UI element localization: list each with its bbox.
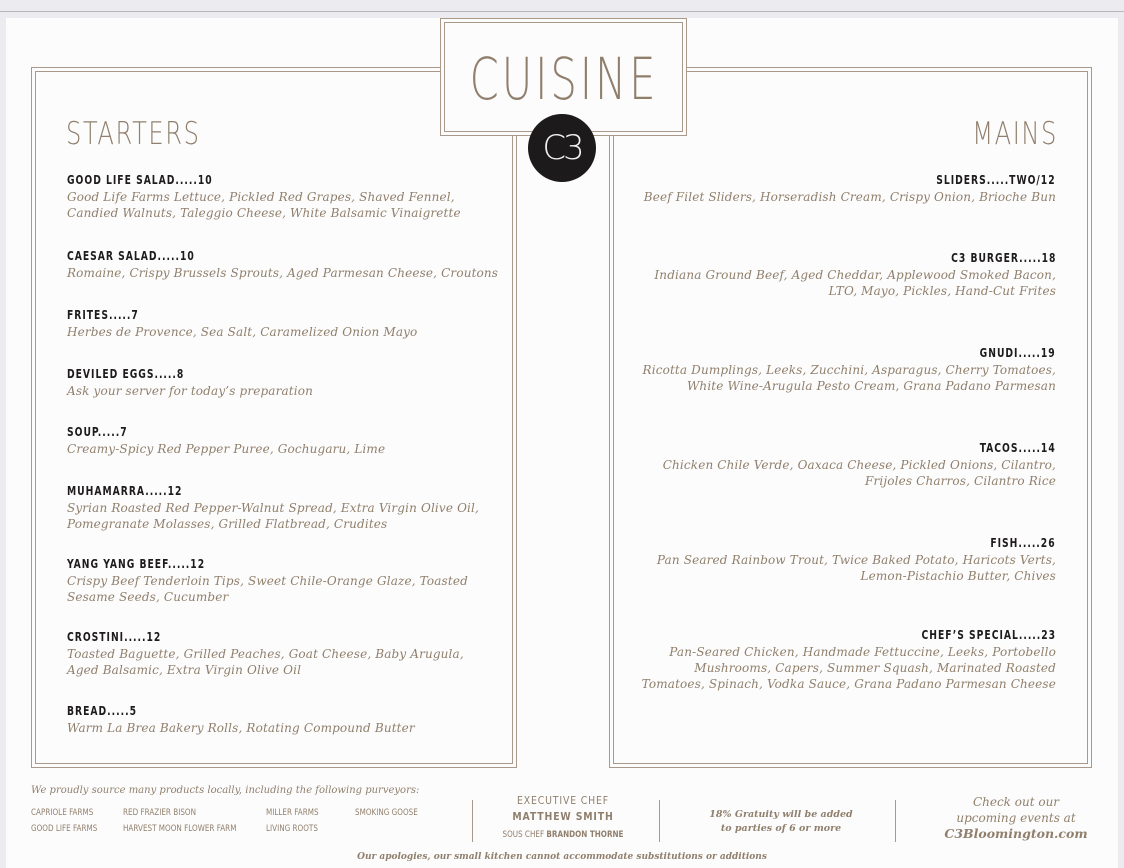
item-description: Beef Filet Sliders, Horseradish Cream, Crispy Onion, Brioche Bun bbox=[643, 190, 1056, 204]
menu-item bbox=[67, 421, 385, 457]
item-description: Syrian Roasted Red Pepper-Walnut Spread, Extra Virgin Olive Oil, Pomegranate Molasses, Grilled Flatbread, Crudites bbox=[67, 501, 479, 531]
item-description: Crispy Beef Tenderloin Tips, Sweet Chile-Orange Glaze, Toasted Sesame Seeds, Cucumber bbox=[67, 574, 468, 604]
menu-item bbox=[657, 532, 1056, 584]
item-description: Ask your server for today’s preparation bbox=[67, 384, 313, 398]
website-link[interactable]: C3Bloomington.com bbox=[944, 826, 1088, 841]
purveyor-name: RED FRAZIER BISON bbox=[123, 808, 197, 818]
menu-item bbox=[67, 304, 417, 340]
item-description: Warm La Brea Bakery Rolls, Rotating Compound Butter bbox=[67, 721, 415, 735]
starters-heading: STARTERS bbox=[66, 116, 201, 152]
divider bbox=[895, 800, 896, 842]
divider bbox=[659, 800, 660, 842]
item-name: CAESAR SALAD.....10 bbox=[67, 248, 195, 263]
menu-title: CUISINE bbox=[469, 45, 658, 113]
purveyor-name: GOOD LIFE FARMS bbox=[31, 824, 98, 834]
item-name: C3 BURGER.....18 bbox=[950, 250, 1056, 265]
menu-item bbox=[67, 480, 479, 532]
mains-heading: MAINS bbox=[972, 116, 1058, 152]
events-line-1: Check out our bbox=[972, 795, 1060, 809]
menu-item bbox=[67, 626, 464, 678]
item-description: Pan-Seared Chicken, Handmade Fettuccine, Leeks, Portobello Mushrooms, Capers, Summer Squash, Marinated Roasted Tomatoes, Spinach, Vodka Sauce, Grana Padano Parmesan Cheese bbox=[641, 645, 1056, 691]
purveyor-name: MILLER FARMS bbox=[266, 808, 319, 818]
window-top-edge bbox=[0, 0, 1124, 12]
item-description: Good Life Farms Lettuce, Pickled Red Grapes, Shaved Fennel, Candied Walnuts, Taleggio Cheese, White Balsamic Vinaigrette bbox=[67, 190, 461, 220]
executive-chef-label: EXECUTIVE CHEF bbox=[516, 794, 610, 807]
menu-item bbox=[67, 245, 498, 281]
substitutions-note: Our apologies, our small kitchen cannot accommodate substitutions or additions bbox=[357, 852, 767, 862]
gratuity-note bbox=[671, 808, 891, 836]
menu-page bbox=[6, 18, 1118, 868]
item-description: Pan Seared Rainbow Trout, Twice Baked Potato, Haricots Verts, Lemon-Pistachio Butter, Chives bbox=[656, 553, 1056, 583]
menu-item bbox=[67, 553, 468, 605]
item-name: SLIDERS.....TWO/12 bbox=[936, 172, 1056, 187]
purveyors-intro: We proudly source many products locally, including the following purveyors: bbox=[31, 785, 420, 796]
executive-chef-name: MATTHEW SMITH bbox=[512, 810, 614, 823]
item-name: CHEF’S SPECIAL.....23 bbox=[921, 627, 1056, 642]
purveyor-name: HARVEST MOON FLOWER FARM bbox=[123, 824, 237, 834]
item-name: DEVILED EGGS.....8 bbox=[67, 366, 185, 381]
divider bbox=[472, 800, 473, 842]
events-note bbox=[906, 794, 1124, 842]
item-name: YANG YANG BEEF.....12 bbox=[67, 556, 206, 571]
sous-chef bbox=[487, 830, 640, 840]
menu-item bbox=[67, 169, 461, 221]
item-name: MUHAMARRA.....12 bbox=[67, 483, 183, 498]
sous-chef-label: SOUS CHEF bbox=[502, 830, 545, 840]
item-name: CROSTINI.....12 bbox=[67, 629, 162, 644]
item-name: FISH.....26 bbox=[990, 535, 1056, 550]
item-description: Toasted Baguette, Grilled Peaches, Goat Cheese, Baby Arugula, Aged Balsamic, Extra Virgin Olive Oil bbox=[67, 647, 464, 677]
gratuity-line-2: to parties of 6 or more bbox=[720, 823, 842, 834]
purveyor-name: CAPRIOLE FARMS bbox=[31, 808, 94, 818]
item-name: SOUP.....7 bbox=[67, 424, 128, 439]
item-description: Creamy-Spicy Red Pepper Puree, Gochugaru, Lime bbox=[67, 442, 386, 456]
menu-item bbox=[643, 342, 1056, 394]
menu-item bbox=[654, 247, 1056, 299]
purveyor-name: LIVING ROOTS bbox=[266, 824, 318, 834]
menu-item bbox=[642, 624, 1056, 692]
item-description: Herbes de Provence, Sea Salt, Caramelized Onion Mayo bbox=[67, 325, 418, 339]
item-description: Indiana Ground Beef, Aged Cheddar, Applewood Smoked Bacon, LTO, Mayo, Pickles, Hand-Cut Frites bbox=[654, 268, 1056, 298]
sous-chef-name: BRANDON THORNE bbox=[546, 830, 624, 840]
menu-item bbox=[644, 169, 1056, 205]
gratuity-line-1: 18% Gratuity will be added bbox=[709, 809, 853, 820]
item-name: BREAD.....5 bbox=[67, 703, 137, 718]
menu-item bbox=[67, 700, 415, 736]
c3-logo: C3 bbox=[528, 114, 596, 182]
menu-item bbox=[663, 437, 1056, 489]
events-line-2: upcoming events at bbox=[956, 811, 1076, 825]
item-description: Chicken Chile Verde, Oaxaca Cheese, Pickled Onions, Cilantro, Frijoles Charros, Cilantro Rice bbox=[662, 458, 1056, 488]
item-name: FRITES.....7 bbox=[67, 307, 139, 322]
purveyor-name: SMOKING GOOSE bbox=[355, 808, 418, 818]
menu-item bbox=[67, 363, 313, 399]
item-name: GNUDI.....19 bbox=[979, 345, 1056, 360]
item-description: Ricotta Dumplings, Leeks, Zucchini, Asparagus, Cherry Tomatoes, White Wine-Arugula Pesto Cream, Grana Padano Parmesan bbox=[642, 363, 1056, 393]
item-name: TACOS.....14 bbox=[979, 440, 1056, 455]
item-description: Romaine, Crispy Brussels Sprouts, Aged Parmesan Cheese, Croutons bbox=[67, 266, 499, 280]
item-name: GOOD LIFE SALAD.....10 bbox=[67, 172, 213, 187]
